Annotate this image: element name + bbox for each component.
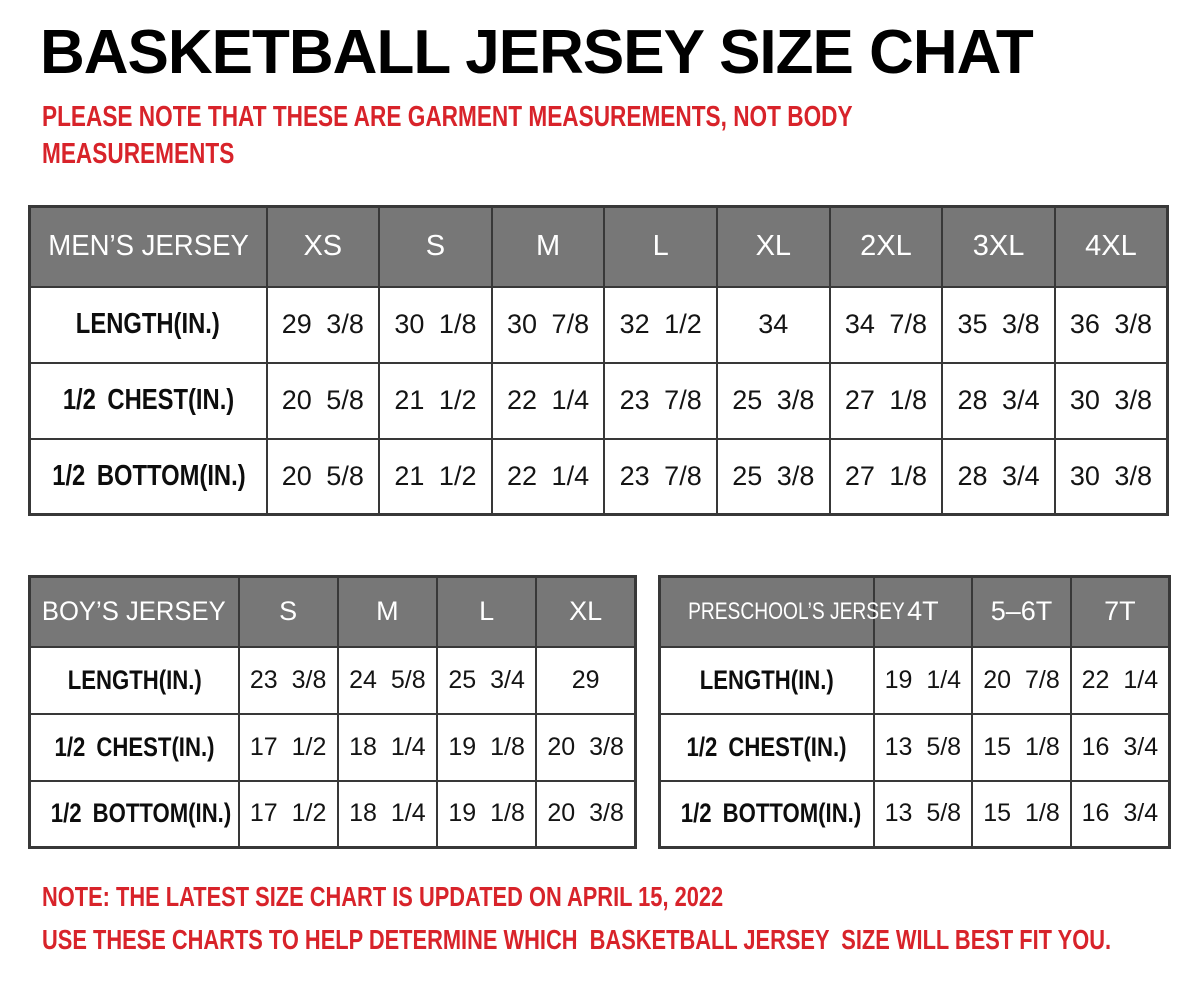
boys-value-cell bbox=[437, 781, 536, 848]
boys-value: 18 1/4 bbox=[349, 799, 426, 828]
mens-value-cell bbox=[1055, 287, 1168, 363]
boys-value: 23 3/8 bbox=[249, 665, 327, 694]
boys-value-cell bbox=[239, 647, 338, 714]
mens-header-size-cell bbox=[942, 207, 1055, 287]
boys-value: 17 1/2 bbox=[249, 799, 327, 828]
boys-row bbox=[30, 781, 636, 848]
boys-row bbox=[30, 714, 636, 781]
mens-jersey-size-table bbox=[28, 205, 1169, 514]
mens-header-label: MEN’S JERSEY bbox=[47, 230, 249, 263]
preschool-row-label-cell bbox=[660, 781, 874, 848]
preschool-value-cell bbox=[874, 647, 973, 714]
mens-row bbox=[30, 439, 1168, 515]
boys-value: 19 1/8 bbox=[448, 732, 525, 761]
mens-value: 30 1/8 bbox=[394, 309, 477, 339]
mens-value-cell bbox=[604, 363, 717, 439]
mens-value-cell bbox=[717, 287, 830, 363]
mens-header-size-cell bbox=[379, 207, 492, 287]
preschool-value: 22 1/4 bbox=[1081, 665, 1159, 694]
preschool-row-label: 1/2 BOTTOM(IN.) bbox=[680, 798, 862, 829]
mens-value-cell bbox=[492, 363, 605, 439]
mens-header-size-cell bbox=[830, 207, 943, 287]
boys-jersey-size-table bbox=[28, 575, 637, 846]
preschool-value-cell bbox=[874, 714, 973, 781]
mens-value: 32 1/2 bbox=[619, 309, 702, 339]
preschool-value-cell bbox=[972, 714, 1071, 781]
mens-value: 27 1/8 bbox=[844, 385, 927, 415]
boys-value-cell bbox=[536, 714, 635, 781]
mens-header-row bbox=[30, 207, 1168, 287]
mens-row-label-cell bbox=[30, 363, 267, 439]
mens-header-size: 4XL bbox=[1085, 230, 1137, 263]
mens-header-size-cell bbox=[717, 207, 830, 287]
mens-header-size-cell bbox=[492, 207, 605, 287]
mens-header-size-cell bbox=[267, 207, 380, 287]
preschool-header-row bbox=[660, 577, 1170, 647]
boys-value: 29 bbox=[571, 665, 600, 694]
mens-value-cell bbox=[1055, 363, 1168, 439]
boys-value-cell bbox=[239, 781, 338, 848]
preschool-value-cell bbox=[972, 647, 1071, 714]
garment-note-line2: MEASUREMENTS bbox=[42, 138, 235, 170]
mens-value-cell bbox=[604, 287, 717, 363]
mens-value: 27 1/8 bbox=[844, 460, 927, 491]
mens-value-cell bbox=[1055, 439, 1168, 515]
preschool-value: 15 1/8 bbox=[983, 732, 1060, 761]
boys-header-size-cell bbox=[437, 577, 536, 647]
garment-measurements-note bbox=[42, 99, 1081, 173]
boys-jersey-table bbox=[28, 575, 637, 849]
boys-header-size-cell bbox=[536, 577, 635, 647]
preschool-row bbox=[660, 647, 1170, 714]
preschool-value-cell bbox=[1071, 647, 1170, 714]
mens-value: 23 7/8 bbox=[619, 385, 702, 415]
mens-value-cell bbox=[267, 439, 380, 515]
mens-value-cell bbox=[942, 287, 1055, 363]
boys-value-cell bbox=[338, 781, 437, 848]
mens-value: 34 7/8 bbox=[844, 309, 927, 339]
preschools-jersey-table bbox=[658, 575, 1171, 849]
mens-value-cell bbox=[942, 363, 1055, 439]
boys-header-size-cell bbox=[239, 577, 338, 647]
boys-value: 20 3/8 bbox=[547, 732, 624, 761]
boys-value-cell bbox=[338, 647, 437, 714]
mens-value-cell bbox=[379, 287, 492, 363]
garment-note-line1: PLEASE NOTE THAT THESE ARE GARMENT MEASUREMENTS, NOT BODY bbox=[42, 101, 853, 133]
preschool-value-cell bbox=[1071, 781, 1170, 848]
mens-value: 23 7/8 bbox=[619, 460, 702, 491]
boys-value: 17 1/2 bbox=[249, 732, 327, 761]
preschool-row bbox=[660, 714, 1170, 781]
mens-value: 34 bbox=[758, 309, 789, 339]
mens-value-cell bbox=[267, 363, 380, 439]
preschool-value: 13 5/8 bbox=[884, 732, 962, 761]
preschool-value-cell bbox=[972, 781, 1071, 848]
preschool-header-size-cell bbox=[972, 577, 1071, 647]
preschool-value: 15 1/8 bbox=[983, 799, 1060, 828]
preschool-value: 20 7/8 bbox=[983, 665, 1060, 694]
preschools-jersey-size-table bbox=[658, 575, 1171, 846]
mens-header-size: 2XL bbox=[860, 230, 912, 263]
preschool-row-label: LENGTH(IN.) bbox=[699, 664, 834, 695]
mens-value: 22 1/4 bbox=[507, 460, 590, 491]
mens-row-label: 1/2 CHEST(IN.) bbox=[62, 384, 234, 416]
mens-jersey-table bbox=[28, 205, 1169, 516]
preschool-row-label: 1/2 CHEST(IN.) bbox=[686, 731, 847, 762]
mens-header-size: L bbox=[652, 230, 669, 263]
mens-value: 30 3/8 bbox=[1069, 385, 1152, 415]
mens-value: 21 1/2 bbox=[394, 460, 477, 491]
mens-value-cell bbox=[717, 363, 830, 439]
boys-row-label: 1/2 CHEST(IN.) bbox=[54, 731, 215, 762]
mens-value-cell bbox=[830, 363, 943, 439]
update-date-note-text: NOTE: THE LATEST SIZE CHART IS UPDATED ON APRIL 15, 2022 bbox=[42, 881, 724, 912]
mens-value-cell bbox=[379, 439, 492, 515]
mens-value: 28 3/4 bbox=[957, 385, 1040, 415]
mens-value: 36 3/8 bbox=[1069, 309, 1152, 339]
mens-value: 30 3/8 bbox=[1069, 460, 1152, 491]
boys-row-label: 1/2 BOTTOM(IN.) bbox=[50, 798, 232, 829]
preschool-header-label: PRESCHOOL’S JERSEY bbox=[688, 597, 905, 625]
boys-value: 18 1/4 bbox=[349, 732, 426, 761]
mens-value: 35 3/8 bbox=[957, 309, 1040, 339]
mens-value-cell bbox=[830, 439, 943, 515]
mens-row-label-cell bbox=[30, 287, 267, 363]
mens-header-size: M bbox=[535, 230, 561, 263]
mens-header-size: S bbox=[425, 230, 446, 263]
preschool-value-cell bbox=[874, 781, 973, 848]
mens-row-label: 1/2 BOTTOM(IN.) bbox=[52, 459, 246, 492]
mens-value: 22 1/4 bbox=[507, 385, 590, 415]
mens-value: 25 3/8 bbox=[732, 385, 815, 415]
boys-value-cell bbox=[437, 647, 536, 714]
mens-value-cell bbox=[267, 287, 380, 363]
preschool-row-label-cell bbox=[660, 714, 874, 781]
boys-header-size: S bbox=[279, 596, 298, 627]
boys-value-cell bbox=[437, 714, 536, 781]
boys-value-cell bbox=[239, 714, 338, 781]
preschool-value: 16 3/4 bbox=[1081, 799, 1159, 828]
preschool-row-label-cell bbox=[660, 647, 874, 714]
mens-header-size: 3XL bbox=[972, 230, 1025, 263]
boys-header-row bbox=[30, 577, 636, 647]
boys-header-label: BOY’S JERSEY bbox=[42, 596, 227, 627]
mens-row bbox=[30, 363, 1168, 439]
mens-value-cell bbox=[379, 363, 492, 439]
mens-value: 30 7/8 bbox=[507, 309, 590, 339]
page-title: BASKETBALL JERSEY SIZE CHAT bbox=[40, 18, 1033, 87]
mens-header-size-cell bbox=[604, 207, 717, 287]
mens-value-cell bbox=[492, 439, 605, 515]
update-date-note bbox=[42, 880, 915, 914]
boys-row-label-cell bbox=[30, 647, 239, 714]
mens-row-label-cell bbox=[30, 439, 267, 515]
mens-value: 21 1/2 bbox=[394, 385, 477, 415]
boys-row-label: LENGTH(IN.) bbox=[67, 664, 202, 695]
preschool-value: 13 5/8 bbox=[884, 799, 962, 828]
preschool-value-cell bbox=[1071, 714, 1170, 781]
mens-header-label-cell bbox=[30, 207, 267, 287]
fit-advice-note bbox=[42, 923, 1200, 957]
preschool-row bbox=[660, 781, 1170, 848]
preschool-header-size: 5–6T bbox=[990, 596, 1053, 627]
boys-value-cell bbox=[338, 714, 437, 781]
mens-header-size: XS bbox=[303, 230, 343, 263]
preschool-value: 19 1/4 bbox=[884, 665, 962, 694]
preschool-header-size: 4T bbox=[907, 596, 939, 627]
mens-value-cell bbox=[717, 439, 830, 515]
mens-value-cell bbox=[492, 287, 605, 363]
preschool-header-size: 7T bbox=[1104, 596, 1136, 627]
preschool-value: 16 3/4 bbox=[1081, 732, 1159, 761]
mens-value: 29 3/8 bbox=[281, 309, 364, 339]
mens-header-size-cell bbox=[1055, 207, 1168, 287]
boys-header-size: M bbox=[376, 596, 399, 627]
boys-value-cell bbox=[536, 647, 635, 714]
boys-value: 24 5/8 bbox=[349, 665, 426, 694]
mens-row bbox=[30, 287, 1168, 363]
fit-advice-note-text: USE THESE CHARTS TO HELP DETERMINE WHICH BASKETBALL JERSEY SIZE WILL BEST FIT YOU. bbox=[42, 924, 1112, 955]
boys-header-size: L bbox=[479, 596, 495, 627]
boys-header-label-cell bbox=[30, 577, 239, 647]
mens-row-label: LENGTH(IN.) bbox=[76, 308, 221, 340]
boys-value-cell bbox=[536, 781, 635, 848]
mens-value: 20 5/8 bbox=[281, 385, 364, 415]
mens-value: 28 3/4 bbox=[957, 460, 1040, 491]
mens-value-cell bbox=[604, 439, 717, 515]
boys-row-label-cell bbox=[30, 714, 239, 781]
boys-row-label-cell bbox=[30, 781, 239, 848]
boys-value: 25 3/4 bbox=[448, 665, 525, 694]
boys-header-size: XL bbox=[569, 596, 603, 627]
boys-row bbox=[30, 647, 636, 714]
boys-value: 19 1/8 bbox=[448, 799, 525, 828]
mens-value-cell bbox=[942, 439, 1055, 515]
boys-value: 20 3/8 bbox=[547, 799, 624, 828]
preschool-header-label-cell bbox=[660, 577, 905, 647]
boys-header-size-cell bbox=[338, 577, 437, 647]
mens-value: 25 3/8 bbox=[732, 460, 815, 491]
mens-header-size: XL bbox=[755, 230, 792, 263]
mens-value-cell bbox=[830, 287, 943, 363]
preschool-header-size-cell bbox=[1071, 577, 1170, 647]
mens-value: 20 5/8 bbox=[281, 460, 364, 491]
